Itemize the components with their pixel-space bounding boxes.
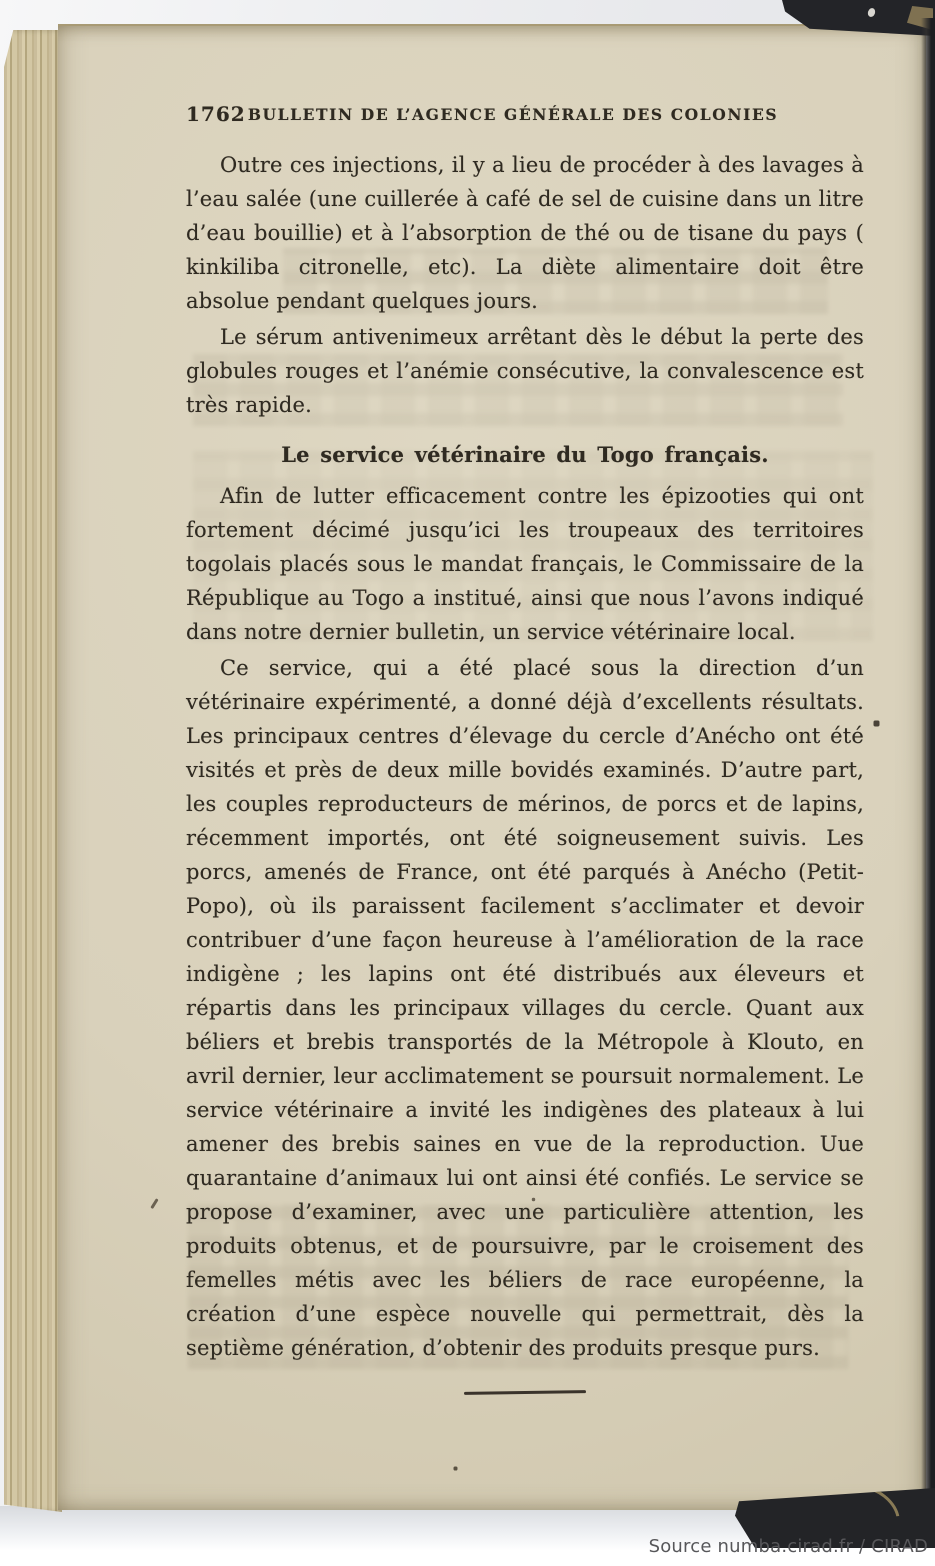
paragraph-injections: Outre ces injections, il y a lieu de procéder à des lavages à l’eau salée (une cuillerée à café de sel de cuisine dans un litre d’eau bouillie) et à l’absorption de thé ou de tisane du pays ( kinkiliba citronelle, etc). La diète alimentaire doit être absolue pendant quelques jours.	[186, 153, 864, 313]
section-heading: Le service vétérinaire du Togo français.	[281, 442, 769, 467]
separator-rule	[464, 1390, 586, 1395]
ink-speck	[58, 26, 59, 27]
paragraph-epizooties: Afin de lutter efficacement contre les épizooties qui ont fortement décimé jusqu’ici les troupeaux des territoires togolais placés sous le mandat français, le Commissaire de la République au Togo a institué, ainsi que nous l’avons indiqué dans notre dernier bulletin, un service vétérinaire local.	[186, 484, 864, 644]
body-text	[186, 148, 864, 1394]
book-cover-right-edge	[921, 18, 935, 1512]
pen-mark	[150, 1198, 158, 1209]
source-credit: Source numba.cirad.fr / CIRAD	[648, 1536, 928, 1557]
running-title: BULLETIN DE L’AGENCE GÉNÉRALE DES COLONIES	[247, 105, 779, 124]
running-header	[186, 102, 864, 128]
cover-speck	[867, 7, 877, 18]
page-text-column	[186, 102, 864, 1394]
page-stack-edge	[4, 30, 62, 1512]
paragraph-service-veterinaire: Ce service, qui a été placé sous la direction d’un vétérinaire expérimenté, a donné déjà d’excellents résultats. Les principaux centres d’élevage du cercle d’Anécho ont été visités et près de deux mille bovidés examinés. D’autre part, les couples reproducteurs de mérinos, de porcs et de lapins, récemment importés, ont été soigneusement suivis. Les porcs, amenés de France, ont été parqués à Anécho (Petit-Popo), où ils paraissent facilement s’acclimater et devoir contribuer d’une façon heureuse à l’amélioration de la race indigène ; les lapins ont été distribués aux éleveurs et répartis dans les principaux villages du cercle. Quant aux béliers et brebis transportés de la Métropole à Klouto, en avril dernier, leur acclimatement se poursuit normalement. Le service vétérinaire a invité les indigènes des plateaux à lui amener des brebis saines en vue de la reproduction. Uue quarantaine d’animaux lui ont ainsi été confiés. Le service se propose d’examiner, avec une particulière attention, les produits obtenus, et de poursuivre, par le croisement des femelles métis avec les béliers de race européenne, la création d’une espèce nouvelle qui permettrait, dès la septième génération, d’obtenir des produits presque purs.	[186, 656, 864, 1360]
book-page	[58, 24, 926, 1510]
page-number: 1762	[186, 102, 246, 126]
paragraph-serum: Le sérum antivenimeux arrêtant dès le début la perte des globules rouges et l’anémie consécutive, la convalescence est très rapide.	[186, 325, 864, 417]
